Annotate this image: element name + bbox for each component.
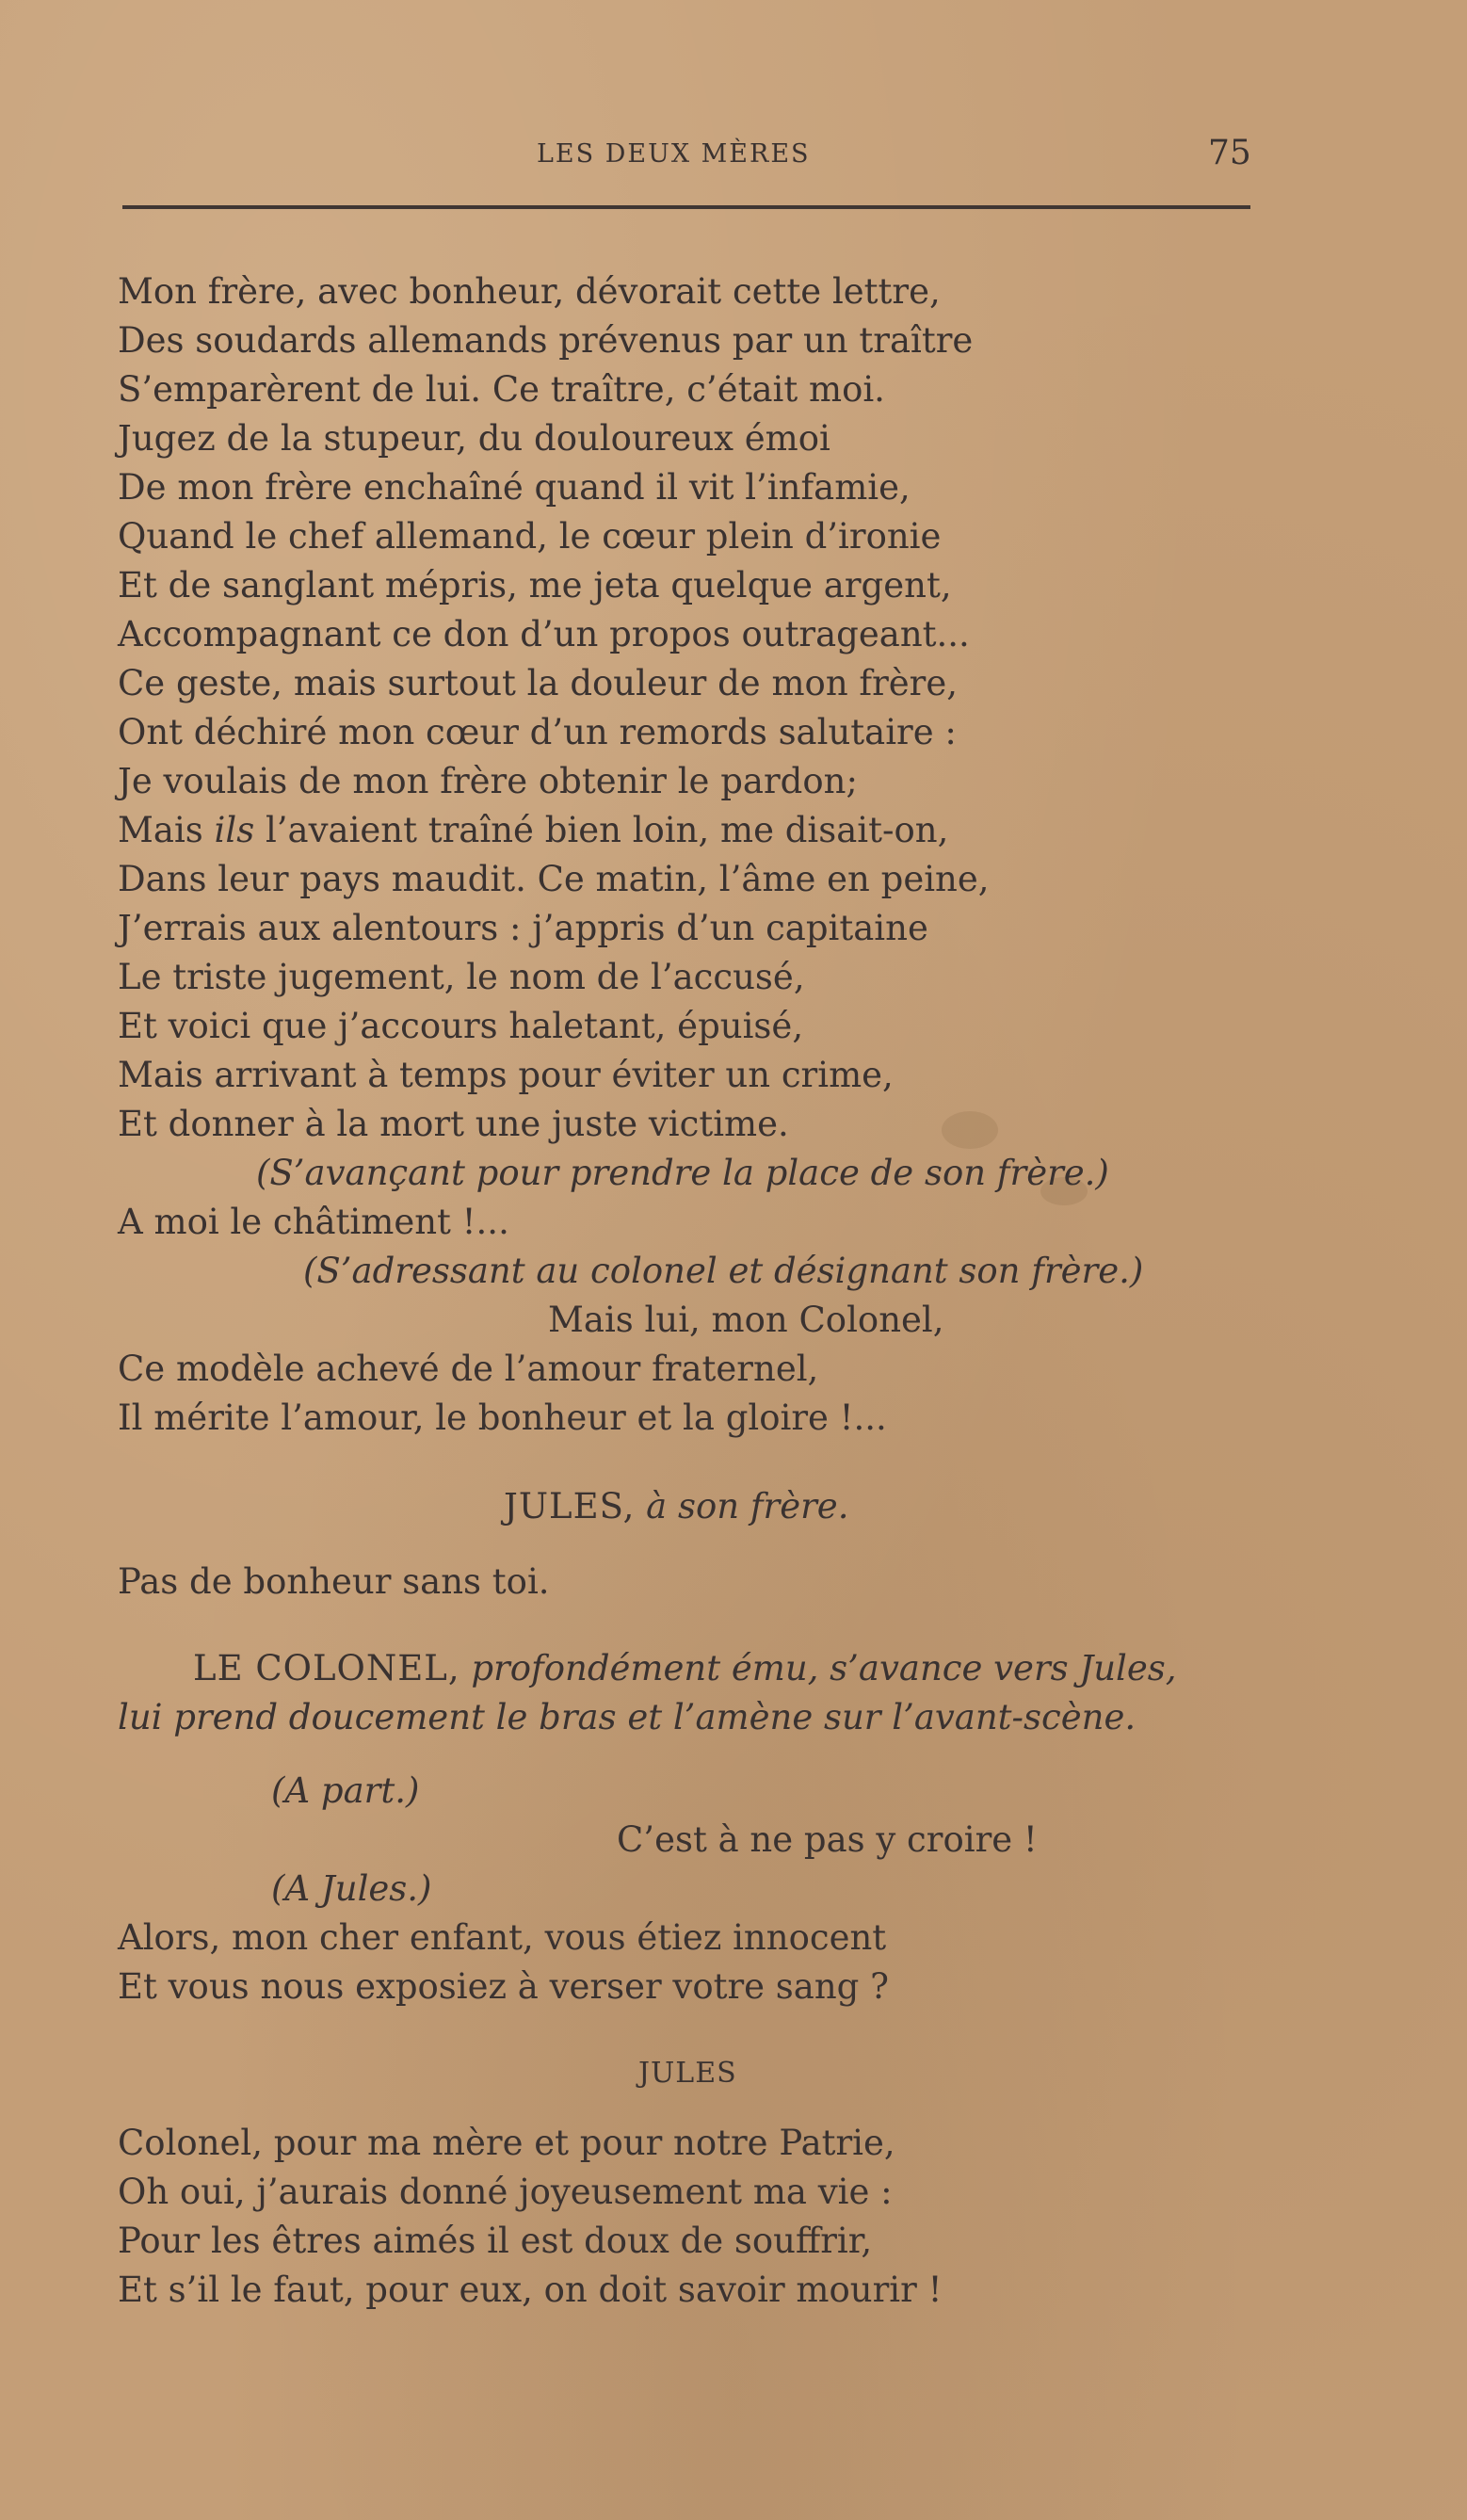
verse-line: J’errais aux alentours : j’appris d’un capitaine	[118, 908, 928, 948]
verse-line: Dans leur pays maudit. Ce matin, l’âme en peine,	[118, 859, 990, 899]
verse-line: Pour les êtres aimés il est doux de souffrir,	[118, 2221, 873, 2261]
verse-line: Mon frère, avec bonheur, dévorait cette lettre,	[118, 271, 941, 312]
verse-line: Je voulais de mon frère obtenir le pardon;	[118, 761, 858, 801]
verse-line: Il mérite l’amour, le bonheur et la gloire !...	[118, 1397, 887, 1438]
stage-direction: (A Jules.)	[271, 1868, 432, 1909]
verse-line: Et s’il le faut, pour eux, on doit savoir mourir !	[118, 2270, 943, 2310]
speaker-heading	[193, 1648, 1177, 1689]
verse-line: Mais lui, mon Colonel,	[548, 1300, 944, 1340]
speaker-name: JULES,	[504, 1486, 636, 1527]
verse-text: Mais	[118, 810, 215, 850]
verse-line: Colonel, pour ma mère et pour notre Patrie,	[118, 2123, 895, 2163]
verse-line: Et vous nous exposiez à verser votre sang ?	[118, 1966, 889, 2007]
stage-direction: (A part.)	[271, 1770, 420, 1811]
verse-line: Le triste jugement, le nom de l’accusé,	[118, 957, 805, 997]
verse-line: Quand le chef allemand, le cœur plein d’ironie	[118, 516, 942, 557]
verse-line: Ce geste, mais surtout la douleur de mon frère,	[118, 663, 959, 703]
speaker-direction: lui prend doucement le bras et l’amène sur l’avant-scène.	[118, 1697, 1137, 1737]
verse-line: Jugez de la stupeur, du douloureux émoi	[118, 418, 830, 459]
speaker-direction: à son frère.	[646, 1486, 849, 1527]
header-rule	[122, 205, 1250, 209]
page-number: 75	[1208, 134, 1251, 172]
verse-line: A moi le châtiment !...	[118, 1202, 509, 1242]
speaker-name: JULES	[638, 2057, 737, 2090]
verse-line: Oh oui, j’aurais donné joyeusement ma vie :	[118, 2172, 893, 2212]
verse-text: l’avaient traîné bien loin, me disait-on,	[254, 810, 949, 850]
verse-line: C’est à ne pas y croire !	[617, 1819, 1038, 1860]
paper-stain	[942, 1111, 998, 1149]
verse-line: De mon frère enchaîné quand il vit l’infamie,	[118, 467, 911, 508]
verse-emphasis: ils	[214, 810, 255, 850]
verse-line: S’emparèrent de lui. Ce traître, c’était moi.	[118, 369, 885, 410]
verse-line: Accompagnant ce don d’un propos outrageant...	[118, 614, 970, 654]
running-title: LES DEUX MÈRES	[537, 139, 811, 169]
verse-line: Pas de bonheur sans toi.	[118, 1561, 550, 1602]
verse-line: Alors, mon cher enfant, vous étiez innocent	[118, 1917, 887, 1958]
verse-line: Mais arrivant à temps pour éviter un crime,	[118, 1055, 894, 1095]
stage-direction: (S’adressant au colonel et désignant son frère.)	[303, 1251, 1144, 1291]
speaker-direction: profondément ému, s’avance vers Jules,	[471, 1648, 1177, 1688]
verse-line: Et voici que j’accours haletant, épuisé,	[118, 1006, 804, 1046]
verse-line: Ce modèle achevé de l’amour fraternel,	[118, 1349, 819, 1389]
verse-line: Des soudards allemands prévenus par un traître	[118, 320, 974, 361]
verse-line: Et de sanglant mépris, me jeta quelque argent,	[118, 565, 952, 606]
speaker-heading	[504, 1486, 848, 1527]
verse-line: Et donner à la mort une juste victime.	[118, 1104, 789, 1144]
verse-line: Ont déchiré mon cœur d’un remords salutaire :	[118, 712, 957, 752]
speaker-name: LE COLONEL,	[193, 1648, 460, 1688]
verse-line	[118, 810, 948, 851]
stage-direction: (S’avançant pour prendre la place de son frère.)	[256, 1153, 1109, 1193]
